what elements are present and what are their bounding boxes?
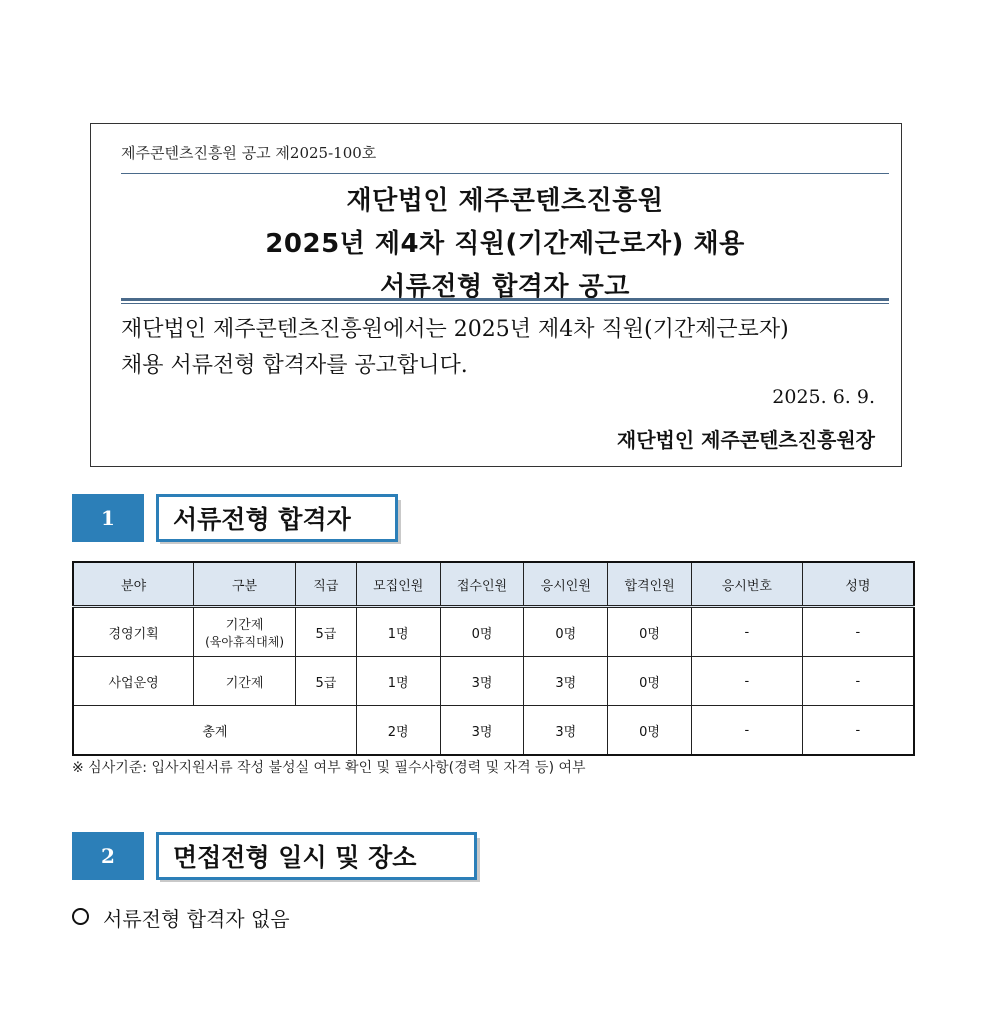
table-total-row [73, 706, 914, 756]
cell-total-applied: 3명 [440, 706, 524, 756]
criteria-note: ※ 심사기준: 입사지원서류 작성 불성실 여부 확인 및 필수사항(경력 및 자격 등) 여부 [72, 760, 586, 776]
circle-bullet-icon [72, 908, 89, 925]
header-tested: 응시인원 [524, 562, 608, 607]
results-table [72, 561, 915, 756]
title-line-1: 재단법인 제주콘텐츠진흥원 [346, 186, 664, 216]
cell-type [194, 607, 296, 657]
notice-body [121, 312, 875, 384]
cell-applied: 3명 [440, 657, 524, 706]
table-row [73, 657, 914, 706]
notice-number: 제주콘텐츠진흥원 공고 제2025-100호 [121, 144, 377, 162]
double-divider [121, 298, 889, 304]
cell-recruit: 1명 [356, 607, 440, 657]
cell-total-passed: 0명 [608, 706, 692, 756]
section-1-number: 1 [72, 494, 144, 542]
title-line-2: 2025년 제4차 직원(기간제근로자) 채용 [265, 229, 745, 259]
cell-field: 사업운영 [73, 657, 194, 706]
bullet-item [72, 903, 290, 932]
table-header-row [73, 562, 914, 607]
header-field: 분야 [73, 562, 194, 607]
header-passed: 합격인원 [608, 562, 692, 607]
cell-applied: 0명 [440, 607, 524, 657]
header-applied: 접수인원 [440, 562, 524, 607]
notice-box [90, 123, 902, 467]
header-recruit: 모집인원 [356, 562, 440, 607]
cell-type-sub: (육아휴직대체) [205, 635, 285, 649]
notice-body-line-1: 재단법인 제주콘텐츠진흥원에서는 2025년 제4차 직원(기간제근로자) [121, 317, 789, 342]
cell-tested: 3명 [524, 657, 608, 706]
header-exam-no: 응시번호 [691, 562, 802, 607]
header-name: 성명 [802, 562, 914, 607]
table-row [73, 607, 914, 657]
notice-signer: 재단법인 제주콘텐츠진흥원장 [616, 428, 875, 452]
cell-field: 경영기획 [73, 607, 194, 657]
header-grade: 직급 [295, 562, 356, 607]
cell-grade: 5급 [295, 657, 356, 706]
bullet-text: 서류전형 합격자 없음 [103, 907, 290, 931]
cell-exam-no: - [691, 607, 802, 657]
cell-tested: 0명 [524, 607, 608, 657]
cell-total-label: 총계 [73, 706, 356, 756]
notice-title [121, 180, 889, 309]
cell-total-name: - [802, 706, 914, 756]
cell-total-exam-no: - [691, 706, 802, 756]
section-2-number: 2 [72, 832, 144, 880]
divider [121, 173, 889, 174]
cell-name: - [802, 607, 914, 657]
section-1-title: 서류전형 합격자 [156, 494, 398, 542]
section-2-title: 면접전형 일시 및 장소 [156, 832, 477, 880]
cell-grade: 5급 [295, 607, 356, 657]
cell-total-recruit: 2명 [356, 706, 440, 756]
header-type: 구분 [194, 562, 296, 607]
title-line-3: 서류전형 합격자 공고 [380, 272, 630, 302]
cell-type-main: 기간제 [225, 618, 264, 633]
notice-date: 2025. 6. 9. [772, 386, 875, 408]
cell-recruit: 1명 [356, 657, 440, 706]
cell-passed: 0명 [608, 607, 692, 657]
cell-total-tested: 3명 [524, 706, 608, 756]
cell-exam-no: - [691, 657, 802, 706]
cell-type: 기간제 [194, 657, 296, 706]
cell-passed: 0명 [608, 657, 692, 706]
cell-name: - [802, 657, 914, 706]
notice-body-line-2: 채용 서류전형 합격자를 공고합니다. [121, 353, 468, 378]
